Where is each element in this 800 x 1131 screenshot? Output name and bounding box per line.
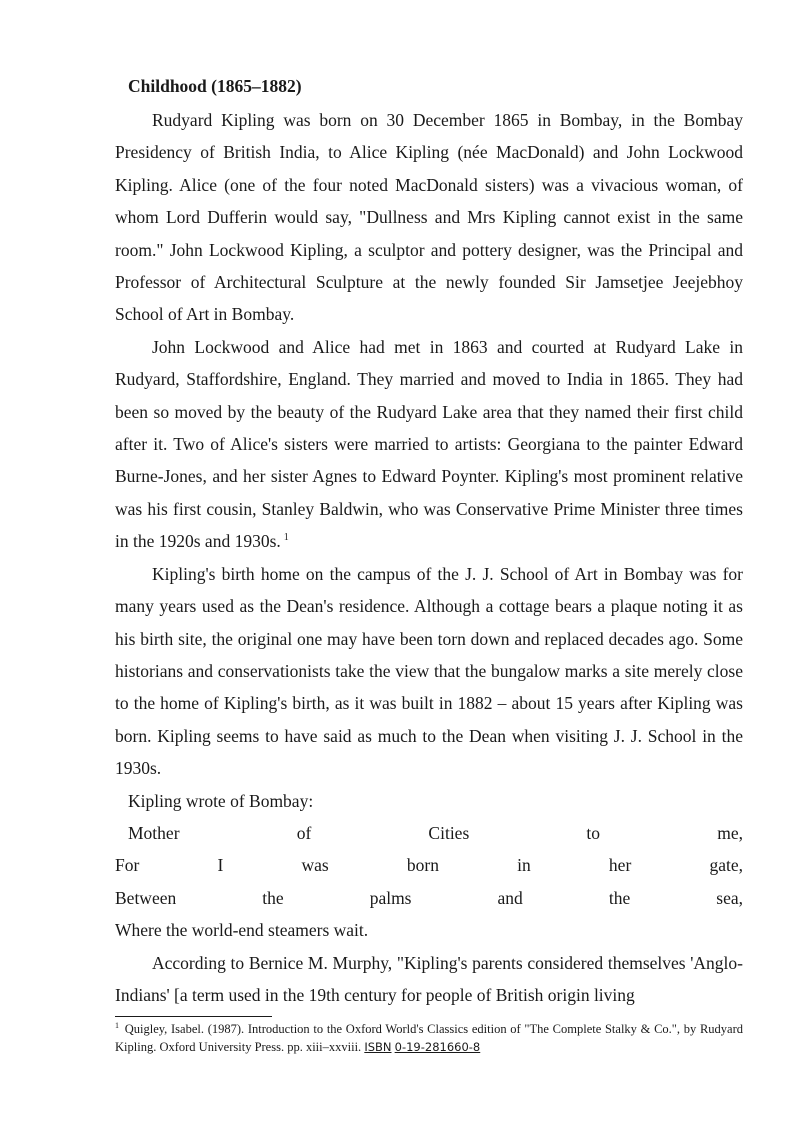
poem-word: her xyxy=(608,855,632,876)
poem-word: sea, xyxy=(716,887,743,908)
poem-word: I xyxy=(217,855,224,876)
poem-word: and xyxy=(497,887,523,908)
poem-word: born xyxy=(406,855,439,876)
footnote-number: 1 xyxy=(115,1020,119,1030)
poem-word: to xyxy=(586,822,601,843)
paragraph-parents-text: John Lockwood and Alice had met in 1863 and courted at Rudyard Lake in Rudyard, Staffordshire, England. They married and moved to India in 1865. They had been so moved by the beauty of the Rudyard Lake area that they named their first child after it. Two of Alice's sisters were married to artists: Georgiana to the painter Edward Burne-Jones, and her sister Agnes to Edward Poynter. Kipling's most prominent relative was his first cousin, Stanley Baldwin, who was Conservative Prime Minister three times in the 1920s and 1930s. xyxy=(115,336,743,552)
poem-line-3 xyxy=(115,882,743,914)
poem-word: was xyxy=(301,855,329,876)
paragraph-birth: Rudyard Kipling was born on 30 December 1865 in Bombay, in the Bombay Presidency of British India, to Alice Kipling (née MacDonald) and John Lockwood Kipling. Alice (one of the four noted MacDonald sisters) was a vivacious woman, of whom Lord Dufferin would say, "Dullness and Mrs Kipling cannot exist in the same room." John Lockwood Kipling, a sculptor and pottery designer, was the Principal and Professor of Architectural Sculpture at the newly founded Sir Jamsetjee Jeejebhoy School of Art in Bombay. xyxy=(115,110,743,325)
paragraph-anglo-indians: According to Bernice M. Murphy, "Kipling's parents considered themselves 'Anglo-Indians' [a term used in the 19th century for people of British origin living xyxy=(115,952,743,1005)
poem-word: Mother xyxy=(128,822,180,843)
section-heading: Childhood (1865–1882) xyxy=(128,76,302,96)
poem-word: of xyxy=(296,822,312,843)
poem-word: me, xyxy=(717,822,743,843)
poem-word: the xyxy=(608,887,631,908)
paragraph-poem-intro: Kipling wrote of Bombay: xyxy=(128,790,314,811)
poem-line-2 xyxy=(115,849,743,881)
poem-line-4 xyxy=(115,914,743,946)
poem-word: gate, xyxy=(709,855,743,876)
poem-word: Cities xyxy=(428,822,470,843)
poem-word: palms xyxy=(369,887,412,908)
poem-word: For xyxy=(115,855,140,876)
footnote-separator xyxy=(115,1016,272,1017)
isbn-link[interactable]: ISBN xyxy=(364,1039,392,1054)
body-text xyxy=(115,104,743,1011)
footnote-reference[interactable]: 1 xyxy=(283,532,289,544)
poem-word: Between xyxy=(115,887,177,908)
poem-line-text: Where the world-end steamers wait. xyxy=(115,920,369,941)
poem-word: the xyxy=(262,887,284,908)
poem-word: in xyxy=(517,855,531,876)
paragraph-birth-home: Kipling's birth home on the campus of the J. J. School of Art in Bombay was for many years used as the Dean's residence. Although a cottage bears a plaque noting it as his birth site, the original one may have been torn down and replaced decades ago. Some historians and conservationists take the view that the bungalow marks a site merely close to the home of Kipling's birth, as it was built in 1882 – about 15 years after Kipling was born. Kipling seems to have said as much to the Dean when visiting J. J. School in the 1930s. xyxy=(115,563,743,779)
paragraph-parents xyxy=(115,331,743,558)
footnote xyxy=(115,1021,743,1056)
isbn-number-link[interactable]: 0-19-281660-8 xyxy=(394,1039,481,1054)
poem-line-1 xyxy=(115,817,743,849)
footnote-text: Quigley, Isabel. (1987). Introduction to the Oxford World's Classics edition of "The Complete Stalky & Co.", by Rudyard Kipling. Oxford University Press. pp. xiii–xxviii. xyxy=(115,1022,743,1054)
